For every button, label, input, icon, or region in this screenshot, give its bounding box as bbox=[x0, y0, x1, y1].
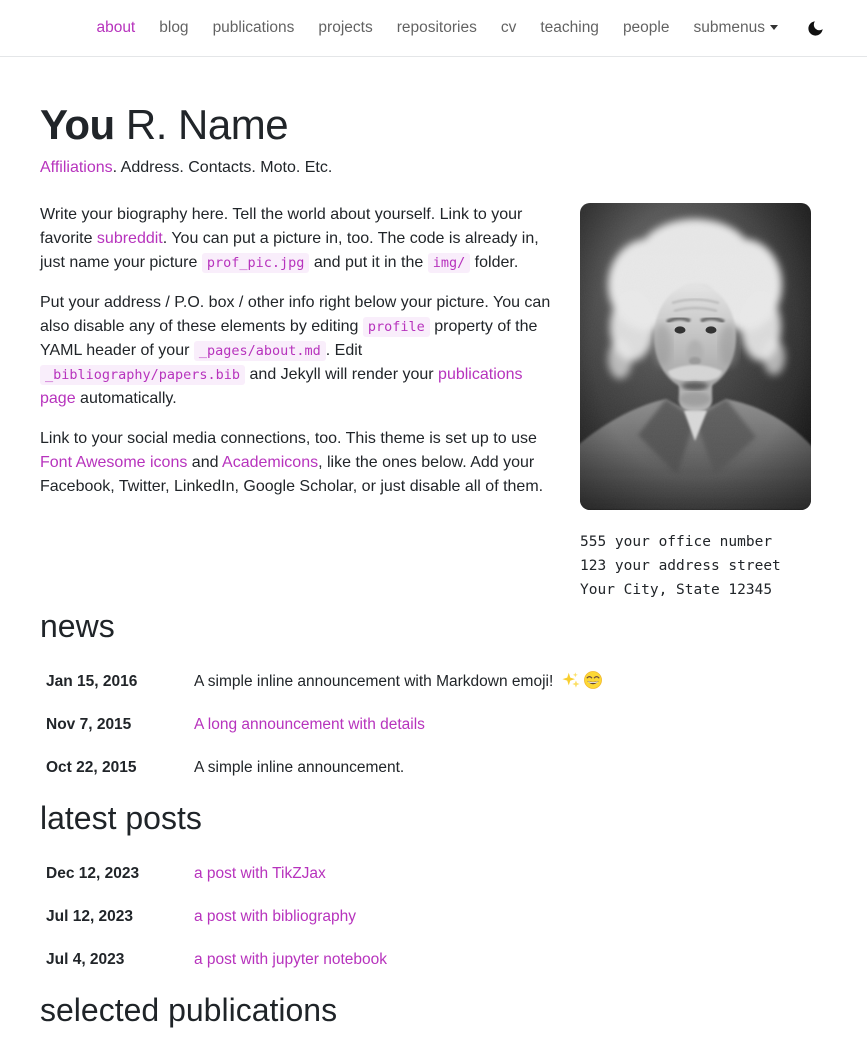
nav-item-projects bbox=[306, 11, 384, 45]
latest-posts-heading: latest posts bbox=[40, 800, 202, 836]
latest-posts-section bbox=[40, 800, 827, 982]
nav-link-about[interactable]: about bbox=[96, 19, 136, 36]
row-entry bbox=[194, 756, 827, 780]
nav-item-teaching bbox=[528, 11, 611, 45]
entry-link[interactable]: a post with jupyter notebook bbox=[194, 951, 388, 968]
row-date: Nov 7, 2015 bbox=[46, 716, 132, 733]
nav-link-repositories[interactable]: repositories bbox=[396, 19, 477, 36]
nav-link-people[interactable]: people bbox=[622, 19, 670, 36]
nav-item-cv bbox=[489, 11, 529, 45]
profile-card bbox=[580, 203, 811, 602]
page-title bbox=[40, 101, 827, 149]
nav-item-repositories bbox=[385, 11, 489, 45]
bio-link[interactable]: Font Awesome icons bbox=[40, 454, 188, 471]
bio-link[interactable]: subreddit bbox=[96, 230, 163, 247]
post-row bbox=[40, 896, 827, 939]
row-entry bbox=[194, 713, 827, 737]
page-subtitle-rest: . Address. Contacts. Moto. Etc. bbox=[112, 159, 333, 176]
inline-code: prof_pic.jpg bbox=[202, 253, 310, 273]
news-row bbox=[40, 661, 827, 704]
entry-link[interactable]: a post with bibliography bbox=[194, 908, 356, 925]
inline-code: img/ bbox=[428, 253, 471, 273]
news-section bbox=[40, 608, 827, 790]
inline-code: profile bbox=[363, 317, 430, 337]
address-line: 123 your address street bbox=[580, 558, 781, 574]
news-table bbox=[40, 661, 827, 790]
row-entry bbox=[194, 948, 827, 972]
einstein-portrait bbox=[580, 203, 811, 510]
nav-link-teaching[interactable]: teaching bbox=[540, 19, 599, 36]
entry-link[interactable]: A long announcement with details bbox=[194, 716, 425, 733]
dark-mode-toggle[interactable] bbox=[804, 17, 827, 40]
posts-table bbox=[40, 853, 827, 982]
post-row bbox=[40, 939, 827, 982]
row-entry bbox=[194, 670, 827, 694]
entry-link[interactable]: a post with TikZJax bbox=[194, 865, 326, 882]
nav-item-publications bbox=[201, 11, 307, 45]
news-heading: news bbox=[40, 608, 115, 644]
bio-link[interactable]: publications page bbox=[40, 366, 523, 407]
page-title-first: You bbox=[40, 101, 115, 148]
navbar-menu bbox=[84, 11, 790, 45]
navbar bbox=[0, 0, 867, 57]
publications-heading: selected publications bbox=[40, 992, 338, 1028]
affiliations-link[interactable]: Affiliations bbox=[40, 159, 113, 176]
row-date: Dec 12, 2023 bbox=[46, 865, 140, 882]
address-line: 555 your office number bbox=[580, 534, 773, 550]
main-content bbox=[0, 57, 867, 1029]
publications-section bbox=[40, 992, 827, 1029]
row-entry bbox=[194, 862, 827, 886]
chevron-down-icon bbox=[770, 25, 778, 30]
nav-item-about bbox=[84, 11, 147, 45]
row-date: Jul 12, 2023 bbox=[46, 908, 134, 925]
inline-code: _pages/about.md bbox=[194, 341, 326, 361]
row-entry bbox=[194, 905, 827, 929]
address-line: Your City, State 12345 bbox=[580, 582, 773, 598]
nav-item-submenus bbox=[681, 11, 790, 45]
nav-link-publications[interactable]: publications bbox=[212, 19, 295, 36]
bio-link[interactable]: Academicons bbox=[222, 454, 319, 471]
grin-emoji bbox=[580, 673, 602, 690]
entry-text: A simple inline announcement with Markdown emoji! bbox=[194, 673, 558, 690]
row-date: Jan 15, 2016 bbox=[46, 673, 138, 690]
page-title-rest: R. Name bbox=[114, 101, 289, 148]
news-row bbox=[40, 747, 827, 790]
bio-paragraph: Link to your social media connections, too. This theme is set up to use Font Awesome icons and Academicons, like the ones below. Add your Facebook, Twitter, LinkedIn, Google Scholar, or just disable all of them. bbox=[40, 430, 544, 495]
bio-section bbox=[40, 203, 827, 598]
nav-item-blog bbox=[147, 11, 200, 45]
row-date: Oct 22, 2015 bbox=[46, 759, 137, 776]
moon-icon bbox=[806, 19, 825, 38]
post-header bbox=[40, 101, 827, 177]
nav-item-people bbox=[611, 11, 682, 45]
entry-text: A simple inline announcement. bbox=[194, 759, 405, 776]
profile-photo bbox=[580, 203, 811, 510]
inline-code: _bibliography/papers.bib bbox=[40, 365, 245, 385]
nav-link-submenus[interactable]: submenus bbox=[685, 11, 786, 45]
nav-link-cv[interactable]: cv bbox=[500, 19, 517, 36]
nav-link-projects[interactable]: projects bbox=[318, 19, 373, 36]
post-row bbox=[40, 853, 827, 896]
nav-link-blog[interactable]: blog bbox=[159, 19, 189, 36]
news-row bbox=[40, 704, 827, 747]
page-subtitle bbox=[40, 159, 827, 177]
row-date: Jul 4, 2023 bbox=[46, 951, 125, 968]
bio-paragraph: Put your address / P.O. box / other info right below your picture. You can also disable any of these elements by editing profile property of the YAML header of your _pages/about.md . Edit _bibliography/papers.bib and Jekyll will render your publications page automatically. bbox=[40, 294, 551, 407]
profile-address bbox=[580, 530, 811, 602]
bio-paragraph: Write your biography here. Tell the world about yourself. Link to your favorite subreddit. You can put a picture in, too. The code is already in, just name your picture prof_pic.jpg and put it in the img/ folder. bbox=[40, 206, 539, 271]
sparkles-emoji bbox=[558, 673, 580, 690]
